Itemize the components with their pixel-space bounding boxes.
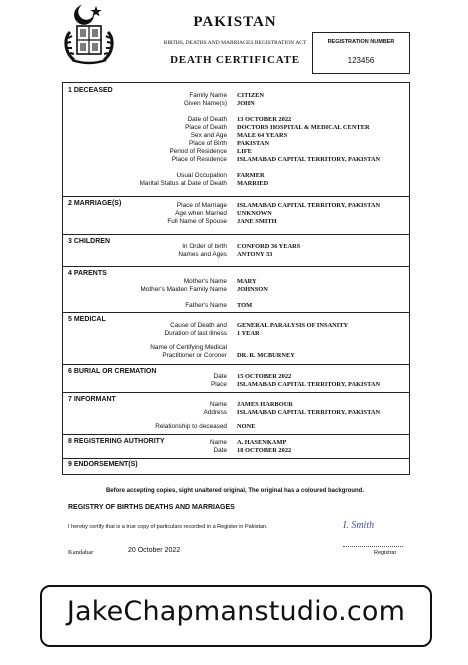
place-of-birth-value: PAKISTAN	[237, 140, 270, 147]
watermark-text: JakeChapmanstudio.com	[66, 596, 406, 627]
section-parents	[63, 266, 409, 313]
section-marriages	[63, 196, 409, 235]
field-label: Name	[209, 401, 227, 408]
section-deceased	[63, 83, 409, 197]
section-title: 1 DECEASED	[68, 87, 113, 94]
period-of-residence-value: LIFE	[237, 148, 252, 155]
spouse-value: JANE SMITH	[237, 218, 277, 225]
registration-number-box	[312, 32, 410, 74]
field-label: Date	[213, 447, 227, 454]
child-value: ANTONY 33	[237, 251, 273, 258]
section-title: 4 PARENTS	[68, 270, 107, 277]
field-label: Duration of last illness	[164, 330, 227, 337]
burial-place-value: ISLAMABAD CAPITAL TERRITORY, PAKISTAN	[237, 381, 381, 388]
certificate-title: DEATH CERTIFICATE	[170, 54, 300, 66]
section-informant	[63, 392, 409, 435]
field-label: Place of Death	[185, 124, 227, 131]
registrar-label: Registrar	[374, 550, 397, 556]
section-title: 2 MARRIAGE(S)	[68, 200, 122, 207]
authority-date-value: 18 OCTOBER 2022	[237, 447, 292, 454]
field-label: Address	[203, 409, 227, 416]
registration-act: BIRTHS, DEATHS AND MARRIAGES REGISTRATION ACT	[163, 40, 307, 46]
signature-line	[343, 546, 403, 547]
informant-name-value: JAMES HARBOUR	[237, 401, 293, 408]
informant-address-value: ISLAMABAD CAPITAL TERRITORY, PAKISTAN	[237, 409, 381, 416]
section-burial	[63, 364, 409, 393]
certificate-table	[62, 82, 410, 475]
place-of-residence-value: ISLAMABAD CAPITAL TERRITORY, PAKISTAN	[237, 156, 381, 163]
marriage-place-value: ISLAMABAD CAPITAL TERRITORY, PAKISTAN	[237, 202, 381, 209]
relationship-value: NONE	[237, 423, 256, 430]
issue-date: 20 October 2022	[128, 547, 181, 554]
section-endorsements	[63, 458, 409, 474]
section-title: 3 CHILDREN	[68, 238, 111, 245]
watermark-banner	[40, 585, 432, 647]
section-medical	[63, 312, 409, 365]
authority-name-value: A. HASENKAMP	[237, 439, 287, 446]
registry-heading: REGISTRY OF BIRTHS DEATHS AND MARRIAGES	[68, 504, 235, 511]
father-value: TOM	[237, 302, 253, 309]
registration-number: 123456	[347, 56, 375, 65]
registration-number-label: REGISTRATION NUMBER	[327, 39, 395, 45]
field-label: Age when Married	[175, 210, 227, 217]
field-label: Sex and Age	[190, 132, 227, 139]
burial-date-value: 15 OCTOBER 2022	[237, 373, 292, 380]
state-emblem-icon	[60, 2, 118, 68]
field-label: Family Name	[189, 92, 227, 99]
field-label: In Order of birth	[182, 243, 227, 250]
mother-maiden-value: JOHNSON	[237, 286, 268, 293]
given-names-value: JOHN	[237, 100, 255, 107]
copy-note: Before accepting copies, sight unaltered original, The original has a coloured background.	[105, 488, 365, 494]
field-label: Relationship to deceased	[155, 423, 227, 430]
section-title: 5 MEDICAL	[68, 316, 106, 323]
field-label: Period of Residence	[169, 148, 227, 155]
section-title: 9 ENDORSEMENT(S)	[68, 461, 138, 468]
mother-value: MARY	[237, 278, 257, 285]
field-label: Date of Death	[187, 116, 227, 123]
place-of-death-value: DOCTORS HOSPITAL & MEDICAL CENTER	[237, 124, 370, 131]
section-title: 6 BURIAL OR CREMATION	[68, 368, 157, 375]
field-label: Place of Birth	[188, 140, 227, 147]
registrar-signature: I. Smith	[343, 520, 375, 531]
marital-status-value: MARRIED	[237, 180, 269, 187]
sex-age-value: MALE 64 YEARS	[237, 132, 288, 139]
field-label: Place of Marriage	[176, 202, 227, 209]
section-title: 8 REGISTERING AUTHORITY	[68, 438, 165, 445]
cause-value: GENERAL PARALYSIS OF INSANITY	[237, 322, 349, 329]
family-name-value: CITIZEN	[237, 92, 264, 99]
section-children	[63, 234, 409, 267]
child-value: CONFORD 36 YEARS	[237, 243, 301, 250]
marriage-age-value: UNKNOWN	[237, 210, 272, 217]
field-label: Given Name(s)	[184, 100, 227, 107]
field-label: Mother's Name	[183, 278, 227, 285]
section-title: 7 INFORMANT	[68, 396, 116, 403]
field-label: Date	[213, 373, 227, 380]
date-of-death-value: 13 OCTOBER 2022	[237, 116, 292, 123]
field-label: Practitioner or Coroner	[162, 352, 227, 359]
field-label: Cause of Death and	[170, 322, 227, 329]
field-label: Place	[211, 381, 227, 388]
occupation-value: FARMER	[237, 172, 265, 179]
field-label: Marital Status at Date of Death	[139, 180, 227, 187]
field-label: Mother's Maiden Family Name	[140, 286, 227, 293]
certification-text: I hereby certify that is a true copy of particulars recorded in a Register in Pakistan.	[68, 524, 268, 530]
duration-value: 1 YEAR	[237, 330, 260, 337]
country-title: PAKISTAN	[193, 14, 277, 30]
field-label: Place of Residence	[171, 156, 227, 163]
field-label: Usual Occupation	[176, 172, 227, 179]
field-label: Name	[209, 439, 227, 446]
field-label: Names and Ages	[178, 251, 227, 258]
section-registering-authority	[63, 434, 409, 459]
field-label: Full Name of Spouse	[167, 218, 227, 225]
field-label: Name of Certifying Medical	[150, 344, 227, 351]
issue-place: Kandahar	[68, 549, 94, 556]
field-label: Father's Name	[185, 302, 227, 309]
certifying-value: DR. R. MCBURNEY	[237, 352, 295, 359]
